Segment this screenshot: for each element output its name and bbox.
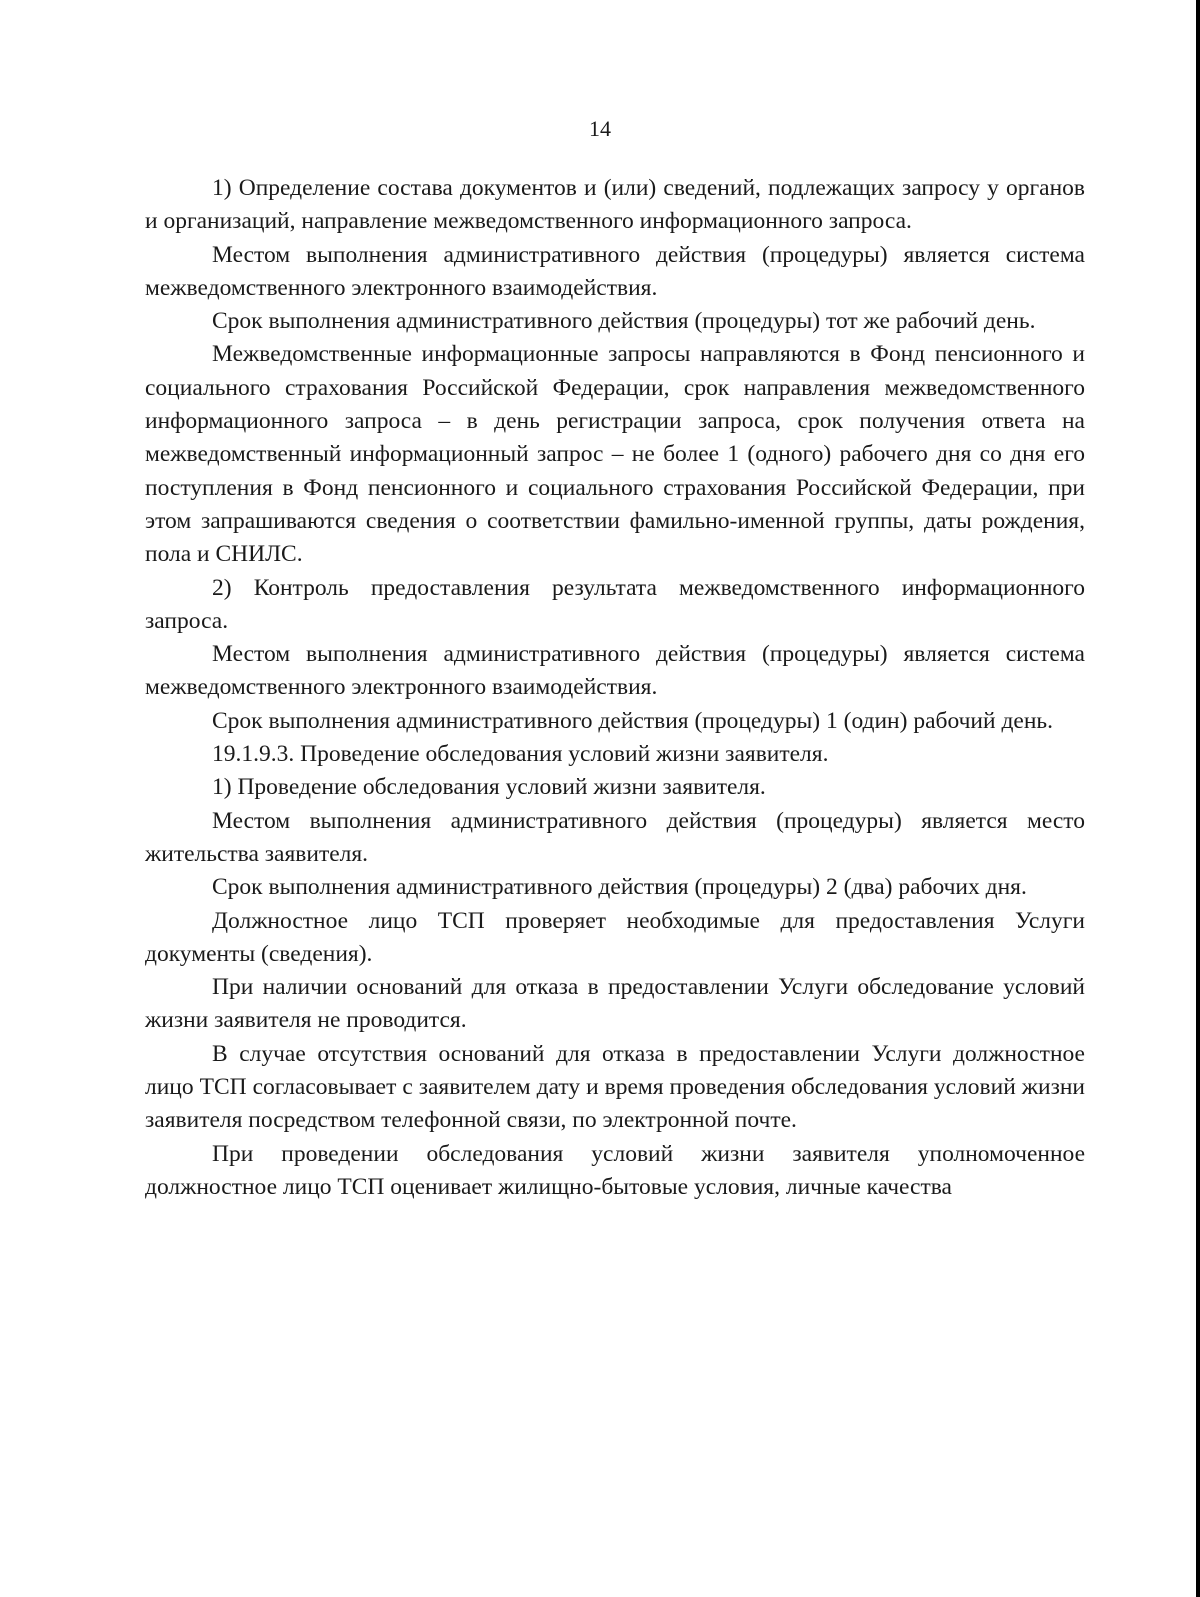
paragraph-11: Срок выполнения административного действия (процедуры) 2 (два) рабочих дня.	[212, 874, 1027, 901]
paragraph-12: Должностное лицо ТСП проверяет необходимые для предоставления Услуги документы (сведения).	[145, 907, 1085, 967]
paragraph-2: Местом выполнения административного действия (процедуры) является система межведомственного электронного взаимодействия.	[145, 241, 1085, 301]
paragraph-7: Срок выполнения административного действия (процедуры) 1 (один) рабочий день.	[212, 707, 1054, 734]
scan-edge	[1196, 0, 1200, 1597]
paragraph-6: Местом выполнения административного действия (процедуры) является система межведомственного электронного взаимодействия.	[145, 641, 1085, 701]
paragraph-10: Местом выполнения административного действия (процедуры) является место жительства заявителя.	[145, 807, 1085, 867]
paragraph-1: 1) Определение состава документов и (или) сведений, подлежащих запросу у органов и организаций, направление межведомственного информационного запроса.	[145, 175, 1085, 235]
paragraph-15: При проведении обследования условий жизни заявителя уполномоченное должностное лицо ТСП оценивает жилищно-бытовые условия, личные качества	[145, 1140, 1085, 1200]
document-body	[145, 172, 1085, 1204]
paragraph-9: 1) Проведение обследования условий жизни заявителя.	[212, 774, 766, 801]
paragraph-14: В случае отсутствия оснований для отказа в предоставлении Услуги должностное лицо ТСП согласовывает с заявителем дату и время проведения обследования условий жизни заявителя посредством телефонной связи, по электронной почте.	[145, 1040, 1085, 1134]
paragraph-13: При наличии оснований для отказа в предоставлении Услуги обследование условий жизни заявителя не проводится.	[145, 974, 1085, 1034]
page-number: 14	[589, 116, 611, 141]
paragraph-3: Срок выполнения административного действия (процедуры) тот же рабочий день.	[212, 308, 1036, 335]
paragraph-8: 19.1.9.3. Проведение обследования условий жизни заявителя.	[212, 741, 829, 768]
paragraph-5: 2) Контроль предоставления результата межведомственного информационного запроса.	[145, 574, 1085, 634]
paragraph-4: Межведомственные информационные запросы направляются в Фонд пенсионного и социального страхования Российской Федерации, срок направления межведомственного информационного запроса – в день регистрации запроса, срок получения ответа на межведомственный информационный запрос – не более 1 (одного) рабочего дня со дня его поступления в Фонд пенсионного и социального страхования Российской Федерации, при этом запрашиваются сведения о соответствии фамильно-именной группы, даты рождения, пола и СНИЛС.	[145, 341, 1085, 568]
